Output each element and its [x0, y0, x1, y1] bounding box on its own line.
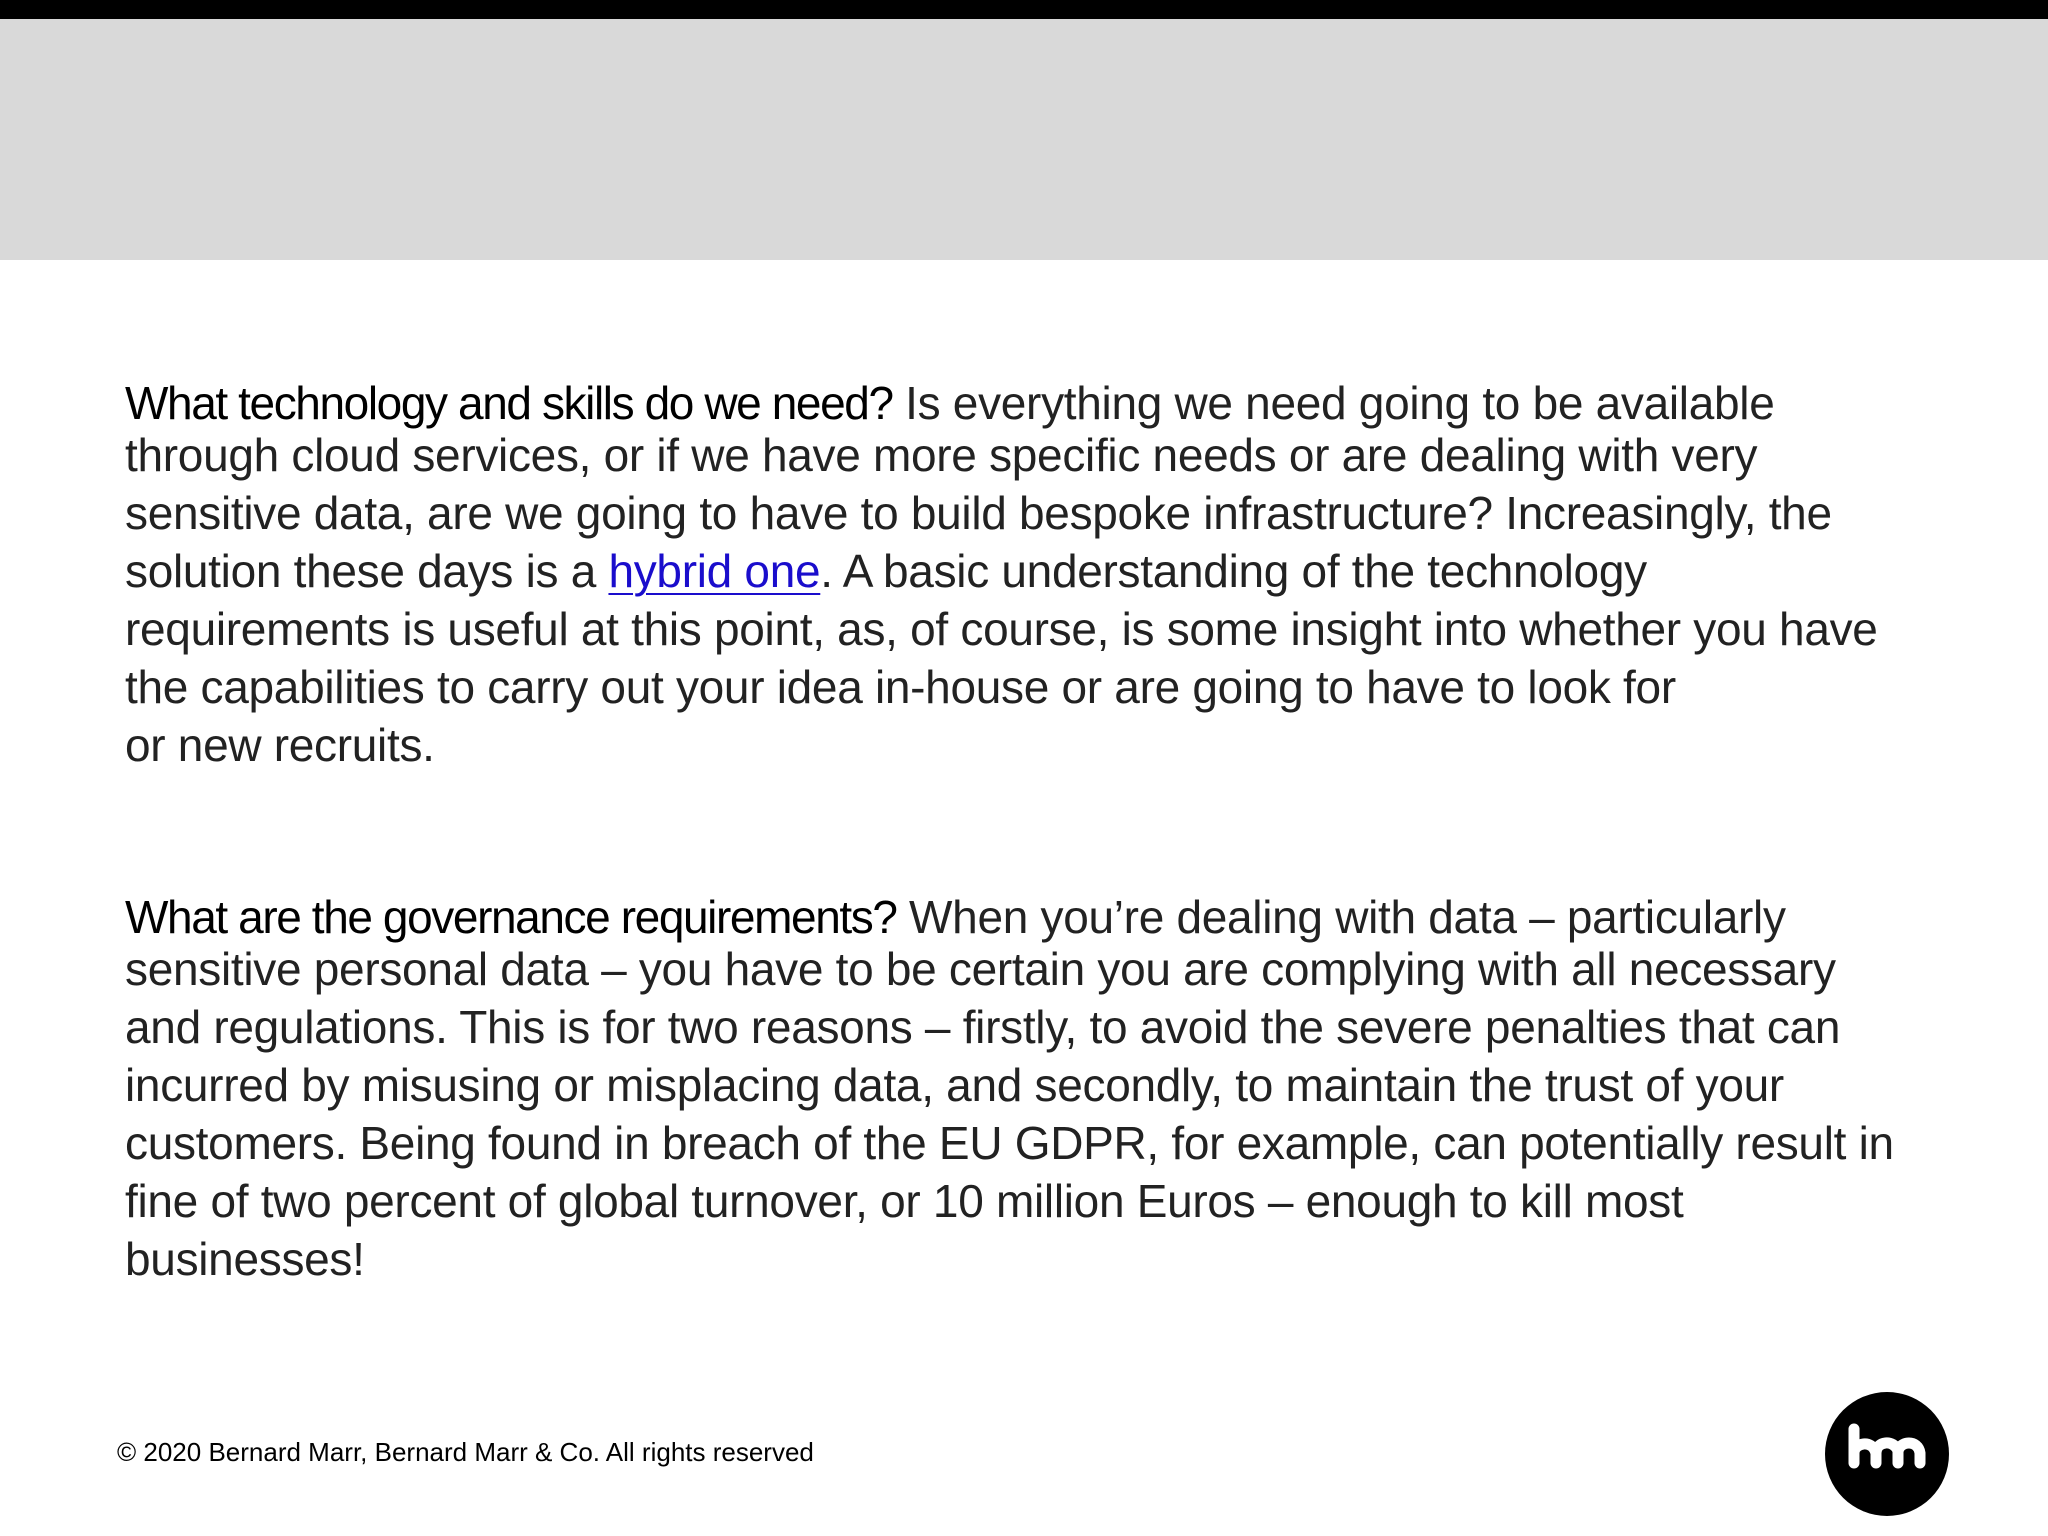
section-2-line-5: customers. Being found in breach of the EU GDPR, for example, can potentially result in [125, 1117, 1894, 1169]
section-2-line-3: and regulations. This is for two reasons – firstly, to avoid the severe penalties that can [125, 1001, 1841, 1053]
section-technology-skills [125, 374, 2005, 774]
section-1-line-4-post: . A basic understanding of the technology [820, 545, 1647, 597]
section-1-line-1 [125, 374, 2005, 429]
section-2-line-7: businesses! [125, 1233, 365, 1285]
section-1-heading: What technology and skills do we need? [125, 377, 893, 429]
top-bar [0, 0, 2048, 19]
section-2-line-1 [125, 888, 2005, 943]
section-2-heading: What are the governance requirements? [125, 891, 897, 943]
section-1-line-1-text: Is everything we need going to be available [892, 377, 1775, 429]
section-1-line-4 [125, 542, 2005, 600]
section-1-line-5: requirements is useful at this point, as, of course, is some insight into whether you have [125, 603, 1878, 655]
footer-copyright: © 2020 Bernard Marr, Bernard Marr & Co. All rights reserved [117, 1437, 814, 1467]
section-2-line-1-text: When you’re dealing with data – particularly [896, 891, 1786, 943]
section-2-line-4: incurred by misusing or misplacing data, and secondly, to maintain the trust of your [125, 1059, 1784, 1111]
section-1-line-6: the capabilities to carry out your idea in-house or are going to have to look for [125, 661, 1676, 713]
section-1-line-3: sensitive data, are we going to have to build bespoke infrastructure? Increasingly, the [125, 487, 1832, 539]
section-1-line-2: through cloud services, or if we have more specific needs or are dealing with very [125, 429, 1758, 481]
section-2-line-2: sensitive personal data – you have to be certain you are complying with all necessary [125, 943, 1836, 995]
section-1-line-7: or new recruits. [125, 719, 435, 771]
section-1-line-4-pre: solution these days is a [125, 545, 609, 597]
header-band [0, 19, 2048, 260]
section-2-line-6: fine of two percent of global turnover, or 10 million Euros – enough to kill most [125, 1175, 1684, 1227]
bm-logo-icon [1824, 1391, 1950, 1517]
section-governance [125, 888, 2005, 1288]
hybrid-one-link[interactable]: hybrid one [608, 545, 821, 597]
